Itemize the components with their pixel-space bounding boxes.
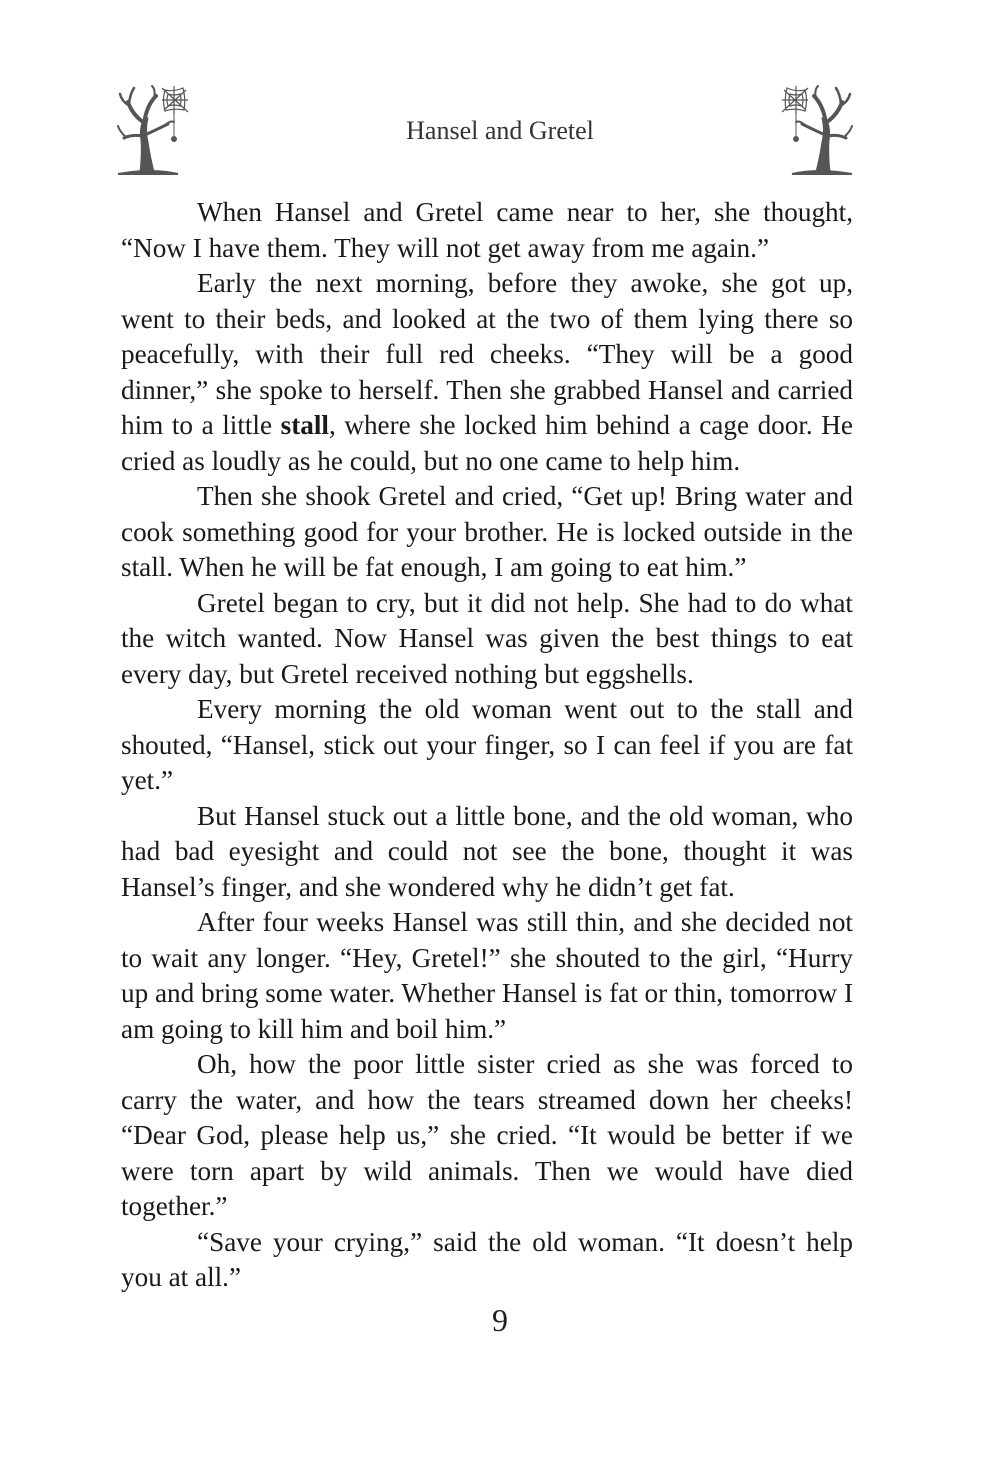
vocabulary-word: stall — [280, 410, 329, 440]
page-number: 9 — [492, 1302, 508, 1338]
paragraph — [121, 266, 853, 479]
paragraph: Oh, how the poor little sister cried as she was forced to carry the water, and how the tears streamed down her cheeks! “Dear God, please help us,” she cried. “It would be better if we were torn apart by wild animals. Then we would have died together.” — [121, 1049, 853, 1221]
paragraph: “Save your crying,” said the old woman. “It doesn’t help you at all.” — [121, 1226, 853, 1292]
paragraph: After four weeks Hansel was still thin, and she decided not to wait any longer. “Hey, Gretel!” she shouted to the girl, “Hurry up and bring some water. Whether Hansel is fat or thin, tomorrow I am going to kill him and boil him.” — [121, 907, 853, 1044]
haunted-tree-icon — [776, 84, 858, 176]
paragraph: Gretel began to cry, but it did not help. She had to do what the witch wanted. Now Hansel was given the best things to eat every day, but Gretel received nothing but eggshells. — [121, 587, 853, 689]
story-text — [121, 195, 853, 1296]
paragraph: When Hansel and Gretel came near to her, she thought, “Now I have them. They will not get away from me again.” — [121, 197, 853, 263]
paragraph: Every morning the old woman went out to the stall and shouted, “Hansel, stick out your finger, so I can feel if you are fat yet.” — [121, 694, 853, 795]
paragraph: But Hansel stuck out a little bone, and the old woman, who had bad eyesight and could not see the bone, thought it was Hansel’s finger, and she wondered why he didn’t get fat. — [121, 800, 853, 902]
paragraph-text: Early the next morning, before they awoke, she got up, went to their beds, and looked at the two of them lying there so peacefully, with their full red cheeks. “They will be a good dinner,” she spoke to herself. Then she grabbed Hansel and carried him to a little — [121, 268, 853, 440]
paragraph: Then she shook Gretel and cried, “Get up! Bring water and cook something good for your brother. He is locked outside in the stall. When he will be fat enough, I am going to eat him.” — [121, 481, 853, 582]
running-title: Hansel and Gretel — [406, 116, 594, 145]
paragraph-text: , where she locked him behind a cage door. He cried as loudly as he could, but no one came to help him. — [121, 410, 853, 476]
page-header — [0, 80, 1000, 180]
